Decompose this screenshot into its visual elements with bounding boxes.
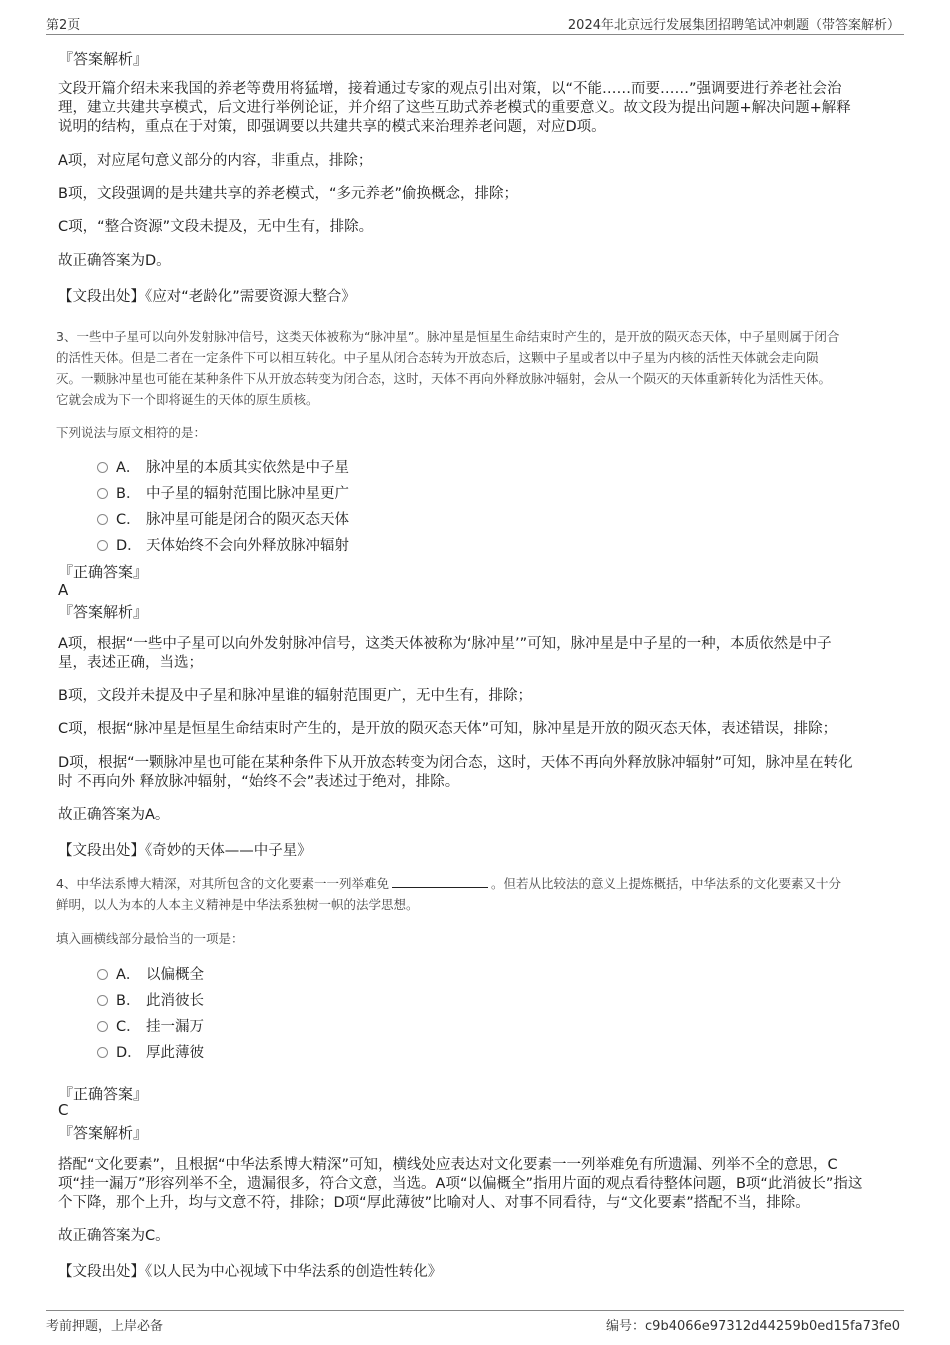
q2-item-b: B项，文段强调的是共建共享的养老模式，“多元养老”偷换概念，排除； bbox=[58, 186, 518, 202]
q3-conclusion: 故正确答案为A。 bbox=[58, 807, 170, 823]
radio-icon[interactable] bbox=[97, 514, 108, 525]
q3-analysis-c: C项，根据“脉冲星是恒星生命结束时产生的，是开放的陨灭态天体”可知，脉冲星是开放的陨灭态天体，表述错误，排除； bbox=[58, 721, 838, 737]
page-number: 第2页 bbox=[46, 18, 81, 33]
radio-icon[interactable] bbox=[97, 488, 108, 499]
q3-option-b[interactable]: B． 中子星的辐射范围比脉冲星更广 bbox=[97, 482, 349, 503]
q3-analysis-b: B项，文段并未提及中子星和脉冲星谁的辐射范围更广，无中生有，排除； bbox=[58, 688, 532, 704]
q2-source: 【文段出处】《应对“老龄化”需要资源大整合》 bbox=[58, 289, 356, 305]
radio-icon[interactable] bbox=[97, 540, 108, 551]
q3-stem-line-3: 灭。一颗脉冲星也可能在某种条件下从开放态转变为闭合态，这时，天体不再向外释放脉冲辐射，会从一个陨灭的天体重新转化为活性天体。 bbox=[56, 371, 832, 386]
footer-slogan: 考前押题，上岸必备 bbox=[46, 1319, 164, 1334]
q4-source: 【文段出处】《以人民为中心视域下中华法系的创造性转化》 bbox=[58, 1264, 443, 1280]
q3-source: 【文段出处】《奇妙的天体——中子星》 bbox=[58, 843, 312, 859]
q3-stem-line-2: 的活性天体。但是二者在一定条件下可以相互转化。中子星从闭合态转为开放态后，这颗中子星或者以中子星为内核的活性天体就会走向陨 bbox=[56, 350, 819, 365]
q2-conclusion: 故正确答案为D。 bbox=[58, 253, 171, 269]
q4-answer-label: 『正确答案』 bbox=[58, 1085, 149, 1103]
q3-prompt: 下列说法与原文相符的是： bbox=[56, 425, 207, 440]
q4-option-c[interactable]: C． 挂一漏万 bbox=[97, 1015, 204, 1036]
q3-answer: A bbox=[58, 581, 69, 599]
page-footer bbox=[46, 1310, 904, 1337]
q3-analysis-label: 『答案解析』 bbox=[58, 603, 149, 621]
page-header bbox=[46, 14, 904, 35]
q4-conclusion: 故正确答案为C。 bbox=[58, 1228, 170, 1244]
q4-answer: C bbox=[58, 1101, 69, 1119]
q3-answer-label: 『正确答案』 bbox=[58, 563, 149, 581]
q2-analysis-line-2: 理，建立共建共享模式，后文进行举例论证，并介绍了这些互助式养老模式的重要意义。故文段为提出问题+解决问题+解释 bbox=[58, 100, 851, 116]
document-code: 编号：c9b4066e97312d44259b0ed15fa73fe0 bbox=[606, 1319, 900, 1334]
q4-analysis-line-2: 项“挂一漏万”形容列举不全，遗漏很多，符合文意，当选。A项“以偏概全”指用片面的观点看待整体问题，B项“此消彼长”指这 bbox=[58, 1176, 863, 1192]
document-title: 2024年北京远行发展集团招聘笔试冲刺题（带答案解析） bbox=[567, 18, 900, 33]
q4-option-d[interactable]: D． 厚此薄彼 bbox=[97, 1041, 204, 1062]
q3-option-a[interactable]: A． 脉冲星的本质其实依然是中子星 bbox=[97, 456, 349, 477]
q3-analysis-d-line-1: D项，根据“一颗脉冲星也可能在某种条件下从开放态转变为闭合态，这时，天体不再向外释放脉冲辐射”可知，脉冲星在转化 bbox=[58, 755, 853, 771]
q3-stem-line-1: 3、一些中子星可以向外发射脉冲信号，这类天体被称为“脉冲星”。脉冲星是恒星生命结束时产生的，是开放的陨灭态天体，中子星则属于闭合 bbox=[56, 329, 840, 344]
radio-icon[interactable] bbox=[97, 1021, 108, 1032]
q4-stem-line-1: 4、中华法系博大精深，对其所包含的文化要素一一列举难免 。但若从比较法的意义上提炼概括，中华法系的文化要素又十分 bbox=[56, 876, 841, 891]
radio-icon[interactable] bbox=[97, 1047, 108, 1058]
q4-prompt: 填入画横线部分最恰当的一项是： bbox=[56, 931, 244, 946]
q4-option-a[interactable]: A． 以偏概全 bbox=[97, 963, 204, 984]
q4-option-b[interactable]: B． 此消彼长 bbox=[97, 989, 204, 1010]
q4-analysis-line-1: 搭配“文化要素”，且根据“中华法系博大精深”可知，横线处应表达对文化要素一一列举难免有所遗漏、列举不全的意思，C bbox=[58, 1157, 838, 1173]
q3-analysis-a-line-1: A项，根据“一些中子星可以向外发射脉冲信号，这类天体被称为‘脉冲星’”可知，脉冲星是中子星的一种，本质依然是中子 bbox=[58, 636, 832, 652]
q2-analysis-label: 『答案解析』 bbox=[58, 50, 149, 68]
q2-analysis-line-3: 说明的结构，重点在于对策，即强调要以共建共享的模式来治理养老问题，对应D项。 bbox=[58, 119, 606, 135]
q3-stem-line-4: 它就会成为下一个即将诞生的天体的原生质核。 bbox=[56, 392, 319, 407]
q4-analysis-label: 『答案解析』 bbox=[58, 1124, 149, 1142]
q2-item-a: A项，对应尾句意义部分的内容，非重点，排除； bbox=[58, 153, 373, 169]
q3-option-d[interactable]: D． 天体始终不会向外释放脉冲辐射 bbox=[97, 534, 349, 555]
radio-icon[interactable] bbox=[97, 969, 108, 980]
q2-analysis-line-1: 文段开篇介绍未来我国的养老等费用将猛增，接着通过专家的观点引出对策，以“不能……而要……”强调要进行养老社会治 bbox=[58, 81, 842, 97]
radio-icon[interactable] bbox=[97, 995, 108, 1006]
q4-analysis-line-3: 个下降，那个上升，均与文意不符，排除；D项“厚此薄彼”比喻对人、对事不同看待，与“文化要素”搭配不当，排除。 bbox=[58, 1195, 810, 1211]
q3-analysis-d-line-2: 时 不再向外 释放脉冲辐射，“始终不会”表述过于绝对，排除。 bbox=[58, 774, 460, 790]
q3-analysis-a-line-2: 星，表述正确，当选； bbox=[58, 655, 203, 671]
q3-option-c[interactable]: C． 脉冲星可能是闭合的陨灭态天体 bbox=[97, 508, 349, 529]
radio-icon[interactable] bbox=[97, 462, 108, 473]
q2-item-c: C项，“整合资源”文段未提及，无中生有，排除。 bbox=[58, 219, 374, 235]
fill-blank bbox=[392, 875, 488, 888]
q4-stem-line-2: 鲜明，以人为本的人本主义精神是中华法系独树一帜的法学思想。 bbox=[56, 897, 419, 912]
